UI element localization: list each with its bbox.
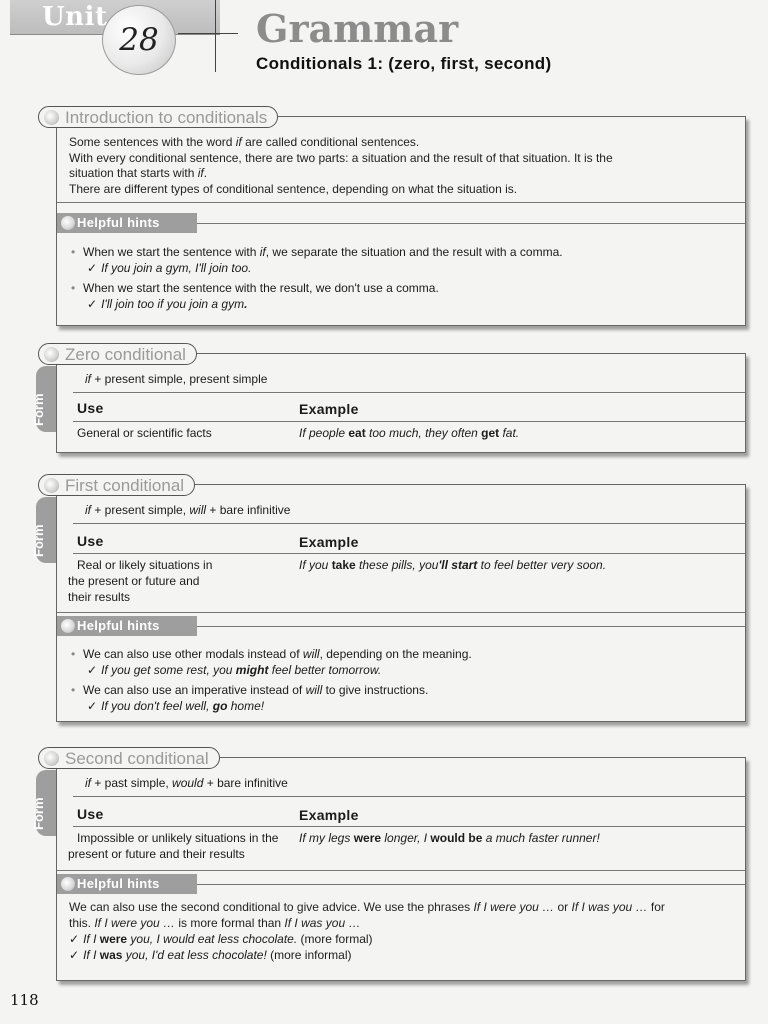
tab-rule	[280, 116, 746, 117]
intro-section-tab	[38, 106, 278, 128]
unit-label: Unit	[42, 2, 108, 32]
hint-example: ✓ If I were you, I would eat less chocolate. (more formal)	[69, 932, 373, 946]
intro-line-4: There are different types of conditional sentence, depending on what the situation is.	[69, 182, 518, 196]
example-header: Example	[299, 401, 359, 417]
header-divider	[215, 0, 216, 72]
hint-example: ✓ If you don't feel well, go home!	[87, 699, 265, 713]
second-formula: if + past simple, would + bare infinitive	[85, 776, 288, 790]
use-header: Use	[77, 400, 104, 416]
divider	[73, 392, 745, 393]
form-tab: Form	[36, 770, 72, 836]
section-bullet-icon	[44, 751, 59, 766]
helpful-hints-tab: Helpful hints	[57, 874, 197, 894]
first-box	[56, 484, 746, 722]
helpful-hints-tab: Helpful hints	[57, 616, 197, 636]
form-tab: Form	[36, 497, 72, 563]
divider	[73, 421, 745, 422]
first-use-line: the present or future and	[68, 574, 200, 588]
unit-number: 28	[119, 22, 159, 58]
hint-example: ✓ If you get some rest, you might feel better tomorrow.	[87, 663, 382, 677]
hint-bullet: • When we start the sentence with the result, we don't use a comma.	[71, 281, 439, 295]
intro-box	[56, 116, 746, 326]
divider	[73, 553, 745, 554]
first-heading: First conditional	[65, 476, 185, 495]
zero-example: If people eat too much, they often get fat.	[299, 426, 520, 440]
hint-example: ✓ I'll join too if you join a gym.	[87, 297, 248, 311]
intro-line-1: Some sentences with the word if are called conditional sentences.	[69, 135, 420, 149]
tab-rule	[205, 484, 746, 485]
first-section-tab	[38, 474, 195, 496]
check-icon: ✓	[69, 948, 80, 962]
divider	[197, 884, 745, 885]
divider	[57, 870, 745, 871]
zero-section-tab	[38, 343, 197, 365]
second-heading: Second conditional	[65, 749, 209, 768]
page-subtitle: Conditionals 1: (zero, first, second)	[256, 54, 552, 73]
intro-line-2: With every conditional sentence, there are two parts: a situation and the result of that situation. It is the	[69, 151, 613, 165]
hint-bullet: • When we start the sentence with if, we separate the situation and the result with a comma.	[71, 245, 563, 259]
page-title: Grammar	[256, 6, 459, 51]
unit-number-badge	[102, 5, 176, 75]
divider	[197, 223, 745, 224]
hint-example: ✓ If you join a gym, I'll join too.	[87, 261, 252, 275]
section-bullet-icon	[44, 110, 59, 125]
check-icon: ✓	[87, 663, 98, 677]
hints-bullet-icon	[61, 216, 75, 230]
divider	[197, 626, 745, 627]
section-bullet-icon	[44, 478, 59, 493]
zero-use: General or scientific facts	[77, 426, 212, 440]
divider	[73, 826, 745, 827]
zero-heading: Zero conditional	[65, 345, 186, 364]
intro-heading: Introduction to conditionals	[65, 108, 268, 127]
page-number: 118	[10, 991, 39, 1009]
check-icon: ✓	[69, 932, 80, 946]
divider	[57, 612, 745, 613]
use-header: Use	[77, 533, 104, 549]
hint-bullet: • We can also use an imperative instead of will to give instructions.	[71, 683, 429, 697]
header-rule	[178, 33, 238, 34]
hint-example: ✓ If I was you, I'd eat less chocolate! (more informal)	[69, 948, 352, 962]
tab-rule	[232, 757, 746, 758]
check-icon: ✓	[87, 261, 98, 275]
hints-bullet-icon	[61, 619, 75, 633]
zero-box	[56, 353, 746, 453]
tab-rule	[205, 353, 746, 354]
second-box	[56, 757, 746, 981]
use-header: Use	[77, 806, 104, 822]
second-use-line: present or future and their results	[68, 847, 245, 861]
second-use-line: Impossible or unlikely situations in the	[77, 831, 279, 845]
check-icon: ✓	[87, 699, 98, 713]
intro-line-3: situation that starts with if.	[69, 166, 208, 180]
second-section-tab	[38, 747, 220, 769]
zero-formula: if + present simple, present simple	[85, 372, 268, 386]
divider	[73, 796, 745, 797]
second-example: If my legs were longer, I would be a much faster runner!	[299, 831, 600, 845]
first-use-line: their results	[68, 590, 131, 604]
divider	[73, 523, 745, 524]
first-use-line: Real or likely situations in	[77, 558, 213, 572]
first-example: If you take these pills, you'll start to feel better very soon.	[299, 558, 607, 572]
second-hint-line-2: this. If I were you … is more formal than If I was you …	[69, 916, 361, 930]
first-formula: if + present simple, will + bare infinitive	[85, 503, 291, 517]
example-header: Example	[299, 534, 359, 550]
second-hint-line-1: We can also use the second conditional to give advice. We use the phrases If I were you … or If I was you … for	[69, 900, 665, 914]
example-header: Example	[299, 807, 359, 823]
divider	[57, 202, 745, 203]
check-icon: ✓	[87, 297, 98, 311]
hints-bullet-icon	[61, 877, 75, 891]
form-tab: Form	[36, 366, 72, 432]
hint-bullet: • We can also use other modals instead of will, depending on the meaning.	[71, 647, 472, 661]
helpful-hints-tab: Helpful hints	[57, 213, 197, 233]
section-bullet-icon	[44, 347, 59, 362]
